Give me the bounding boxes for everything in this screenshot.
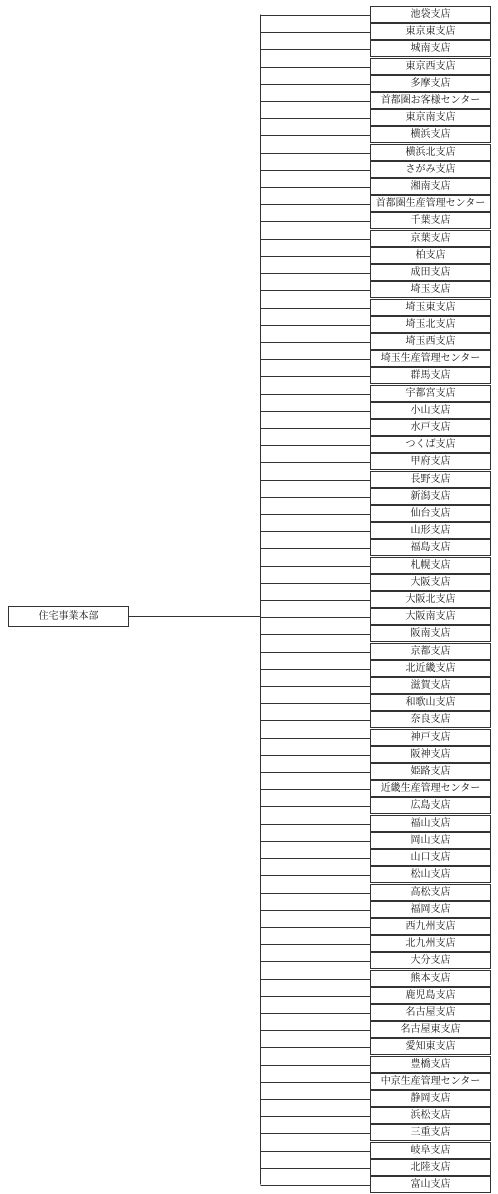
branch-node: さがみ支店	[370, 161, 491, 178]
branch-node: 新潟支店	[370, 488, 491, 505]
branch-node: 三重支店	[370, 1124, 491, 1141]
branch-node: 埼玉西支店	[370, 333, 491, 350]
branch-node: 大阪支店	[370, 574, 491, 591]
branch-node: 岡山支店	[370, 832, 491, 849]
branch-node: 成田支店	[370, 264, 491, 281]
branch-node: 東京南支店	[370, 109, 491, 126]
branch-node: 富山支店	[370, 1176, 491, 1193]
branch-node: 多摩支店	[370, 75, 491, 92]
branch-node: 札幌支店	[370, 557, 491, 574]
branch-node: 和歌山支店	[370, 694, 491, 711]
branch-node: 浜松支店	[370, 1107, 491, 1124]
branch-node: 城南支店	[370, 40, 491, 57]
branch-node: 北近畿支店	[370, 660, 491, 677]
branch-node: 首都圏お客様センター	[370, 92, 491, 109]
branch-node: 北陸支店	[370, 1159, 491, 1176]
branch-node: 横浜北支店	[370, 144, 491, 161]
branch-node: 阪南支店	[370, 625, 491, 642]
branch-node: 甲府支店	[370, 453, 491, 470]
branch-node: 長野支店	[370, 471, 491, 488]
branch-node: 岐阜支店	[370, 1142, 491, 1159]
branch-node: 中京生産管理センター	[370, 1073, 491, 1090]
branch-node: 福岡支店	[370, 901, 491, 918]
branch-node: 水戸支店	[370, 419, 491, 436]
branch-node: 群馬支店	[370, 367, 491, 384]
branch-node: 高松支店	[370, 884, 491, 901]
branch-node: 宇都宮支店	[370, 385, 491, 402]
branch-node: 京葉支店	[370, 230, 491, 247]
branch-node: 埼玉生産管理センター	[370, 350, 491, 367]
branch-node: 京都支店	[370, 643, 491, 660]
branch-node: 阪神支店	[370, 746, 491, 763]
branch-node: 埼玉支店	[370, 281, 491, 298]
branch-node: 大分支店	[370, 952, 491, 969]
branch-node: 大阪南支店	[370, 608, 491, 625]
branch-node: 西九州支店	[370, 918, 491, 935]
branch-node: 姫路支店	[370, 763, 491, 780]
branch-node: 松山支店	[370, 866, 491, 883]
branch-node: 福山支店	[370, 815, 491, 832]
branch-node: 埼玉北支店	[370, 316, 491, 333]
branch-node: 湘南支店	[370, 178, 491, 195]
branch-node: 神戸支店	[370, 729, 491, 746]
branch-node: 千葉支店	[370, 212, 491, 229]
branch-node: 鹿児島支店	[370, 987, 491, 1004]
branch-node: 大阪北支店	[370, 591, 491, 608]
branch-node: つくば支店	[370, 436, 491, 453]
branch-node: 福島支店	[370, 539, 491, 556]
branch-node: 埼玉東支店	[370, 299, 491, 316]
branch-node: 広島支店	[370, 797, 491, 814]
root-node: 住宅事業本部	[8, 606, 129, 627]
branch-node: 熊本支店	[370, 970, 491, 987]
branch-node: 豊橋支店	[370, 1056, 491, 1073]
branch-node: 近畿生産管理センター	[370, 780, 491, 797]
branch-node: 山形支店	[370, 522, 491, 539]
branch-node: 柏支店	[370, 247, 491, 264]
branch-node: 山口支店	[370, 849, 491, 866]
branch-node: 東京西支店	[370, 58, 491, 75]
branch-node: 北九州支店	[370, 935, 491, 952]
branch-node: 愛知東支店	[370, 1038, 491, 1055]
branch-node: 滋賀支店	[370, 677, 491, 694]
branch-node: 首都圏生産管理センター	[370, 195, 491, 212]
branch-node: 名古屋東支店	[370, 1021, 491, 1038]
branch-node: 静岡支店	[370, 1090, 491, 1107]
branch-node: 小山支店	[370, 402, 491, 419]
branch-node: 名古屋支店	[370, 1004, 491, 1021]
branch-node: 横浜支店	[370, 126, 491, 143]
branch-node: 奈良支店	[370, 711, 491, 728]
branch-node: 東京東支店	[370, 23, 491, 40]
branch-node: 仙台支店	[370, 505, 491, 522]
branch-node: 池袋支店	[370, 6, 491, 23]
